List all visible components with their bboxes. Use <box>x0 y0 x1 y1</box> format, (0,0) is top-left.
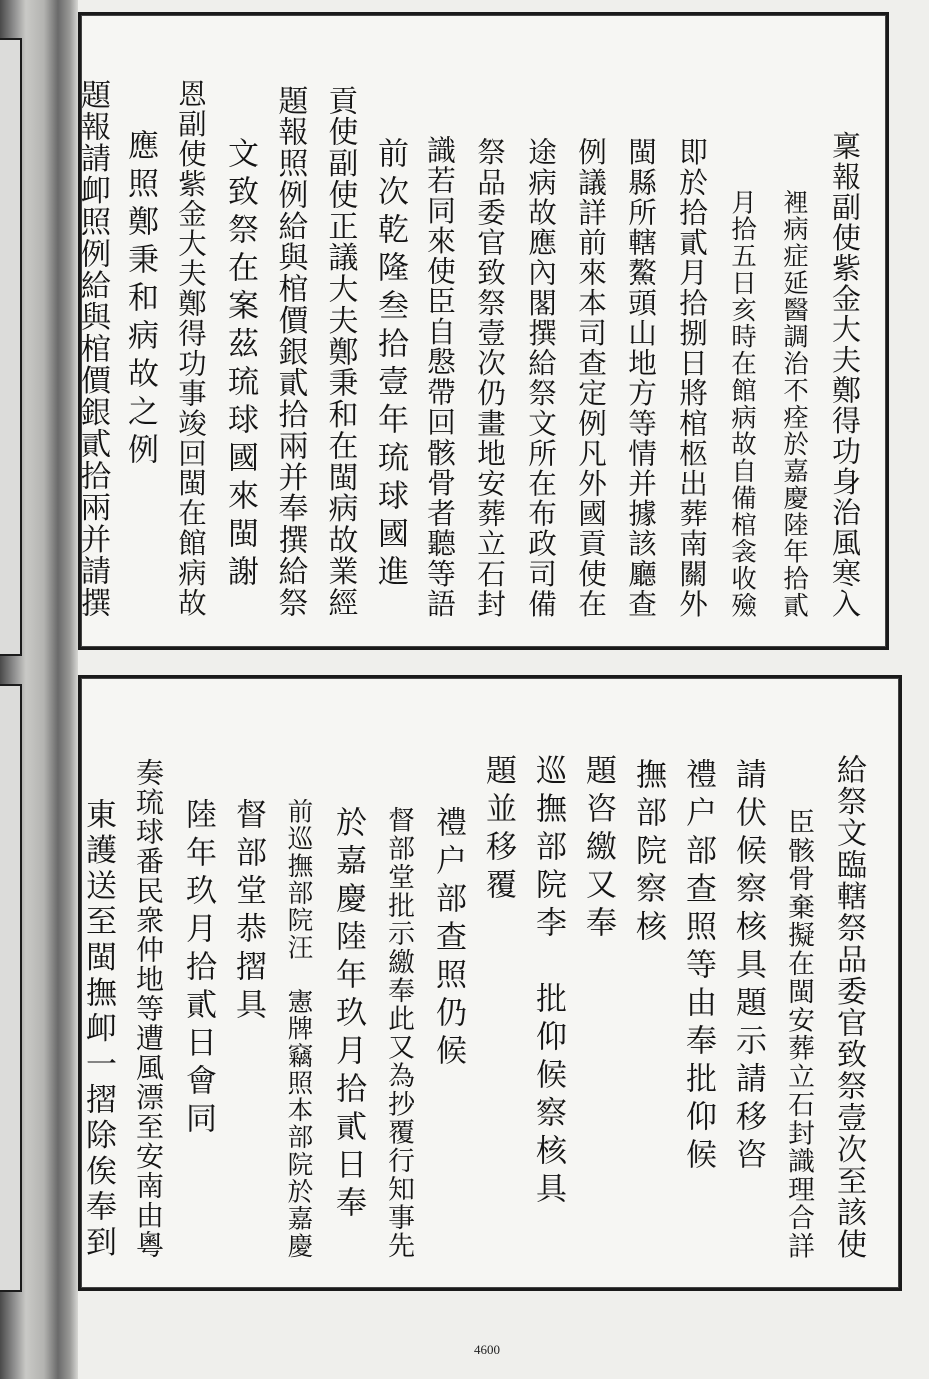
text-column: 例議詳前來本司查定例凡外國貢使在 <box>574 137 608 619</box>
text-column: 稟報副使紫金大夫鄭得功身治風寒入 <box>828 131 862 619</box>
text-column: 禮户部查照仍候 <box>430 806 466 1072</box>
previous-page-frame-bottom <box>0 684 22 1292</box>
text-column: 文致祭在案茲琉球國來閩謝 <box>222 137 258 593</box>
text-column: 於嘉慶陸年玖月拾貳日奉 <box>330 806 366 1224</box>
text-column: 撫部院察核 <box>630 758 666 948</box>
text-column: 月拾五日亥時在館病故自備棺衾收殮 <box>728 189 758 619</box>
text-column: 巡撫部院李 批仰候察核具 <box>530 754 566 1210</box>
previous-page-frame-top <box>0 38 22 656</box>
bottom-text-frame <box>78 675 902 1291</box>
text-column: 奏琉球番民衆仲地等遭風漂至安南由粵 <box>132 758 165 1260</box>
text-column: 東護送至閩撫卹一摺除俟奉到 <box>80 798 116 1262</box>
text-column: 題咨繳又奉 <box>580 754 616 944</box>
text-column: 恩副使紫金大夫鄭得功事竣回閩在館病故 <box>174 79 207 618</box>
page-number: 4600 <box>474 1342 500 1357</box>
text-column: 閩縣所轄鰲頭山地方等情并據該廳查 <box>624 137 658 619</box>
text-column: 前次乾隆叁拾壹年琉球國進 <box>372 137 408 593</box>
text-column: 陸年玖月拾貳日會同 <box>180 798 216 1140</box>
text-column: 題報請卹照例給與棺價銀貳拾兩并請撰 <box>75 79 110 619</box>
text-column: 督部堂恭摺具 <box>230 798 266 1026</box>
text-column: 題並移覆 <box>480 754 516 906</box>
text-column: 裡病症延醫調治不痊於嘉慶陸年拾貳 <box>780 189 810 619</box>
text-column: 貢使副使正議大夫鄭秉和在閩病故業經 <box>323 85 358 619</box>
document-page <box>75 0 929 1379</box>
text-column: 給祭文臨轄祭品委官致祭壹次至該使 <box>831 754 866 1260</box>
text-column: 禮户部查照等由奉批仰候 <box>680 758 716 1176</box>
text-column: 途病故應內閣撰給祭文所在布政司備 <box>524 137 558 619</box>
text-column: 前巡撫部院汪 憲牌竊照本部院於嘉慶 <box>283 798 313 1260</box>
top-text-frame <box>75 12 889 650</box>
book-gutter <box>0 0 78 1379</box>
text-column: 即於拾貳月拾捌日將棺柩出葬南關外 <box>675 137 709 619</box>
text-column: 督部堂批示繳奉此又為抄覆行知事先 <box>383 806 414 1260</box>
text-column: 祭品委官致祭壹次仍畫地安葬立石封 <box>473 137 507 619</box>
text-column: 題報照例給與棺價銀貳拾兩并奉撰給祭 <box>273 85 308 619</box>
text-column: 應照鄭秉和病故之例 <box>122 129 158 471</box>
text-column: 請伏候察核具題示請移咨 <box>730 758 766 1176</box>
text-column: 識若同來使臣自慇帶回骸骨者聽等語 <box>423 135 457 619</box>
text-column: 臣骸骨棄擬在閩安葬立石封識理合詳 <box>783 808 814 1260</box>
